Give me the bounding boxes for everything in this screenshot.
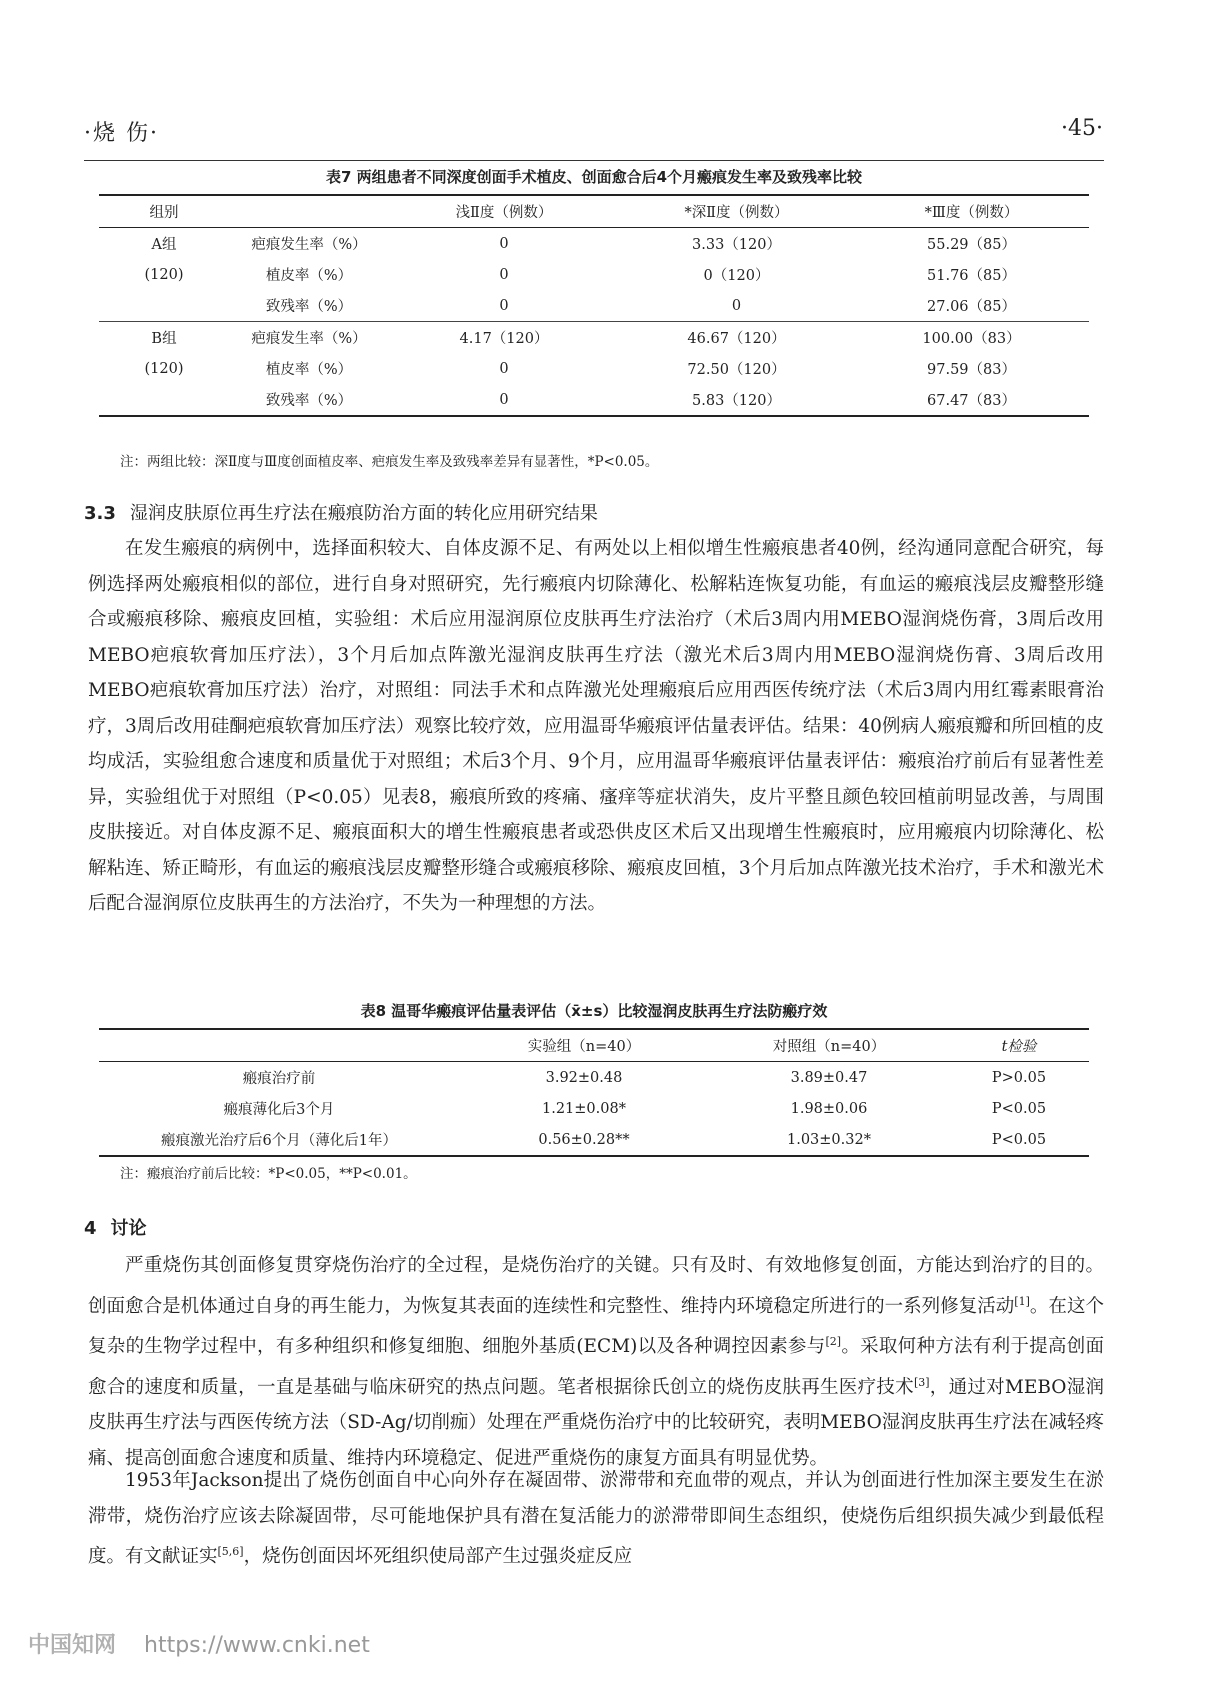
table-cell: 3.92±0.48 (545, 1069, 623, 1086)
section-number: 3.3 (84, 503, 116, 524)
table8-col-ttest: t检验 (1001, 1039, 1037, 1055)
table-cell: P<0.05 (991, 1131, 1047, 1148)
group-name: A组 (151, 237, 177, 253)
group-count: (120) (144, 266, 184, 283)
table-cell: 0 (499, 360, 509, 377)
table-cell: 0 (499, 235, 509, 252)
table-cell: P<0.05 (991, 1100, 1047, 1117)
table-cell: 4.17（120） (459, 331, 549, 347)
table7-col-deep2: *深Ⅱ度（例数） (684, 205, 789, 221)
table7-col-shallow2: 浅Ⅱ度（例数） (455, 205, 553, 221)
table8 (99, 1028, 1089, 1157)
table-row (99, 1062, 1089, 1094)
table-row (99, 259, 1089, 290)
table-row (99, 384, 1089, 416)
table-row (99, 322, 1089, 354)
text-run: ，通过对MEBO湿润皮肤再生疗法与西医传统方法（SD-Ag/切削痂）处理在严重烧伤治疗中的比较研究，表明MEBO湿润皮肤再生疗法在减轻疼痛、提高创面愈合速度和质量、维持内环境稳定、促进严重烧伤的康复方面具有明显优势。 (88, 1376, 1104, 1469)
table-row (99, 290, 1089, 322)
table-cell: 3.89±0.47 (790, 1069, 868, 1086)
metric-label: 致残率（%） (265, 393, 353, 409)
group-count: (120) (144, 360, 184, 377)
table-row (99, 1093, 1089, 1124)
table-cell: 51.76（85） (927, 268, 1016, 284)
table8-col-control: 对照组（n=40） (772, 1039, 886, 1055)
cnki-brand: 中国知网 (28, 1633, 117, 1658)
section-title: 讨论 (110, 1218, 147, 1239)
text-run: 严重烧伤其创面修复贯穿烧伤治疗的全过程，是烧伤治疗的关键。只有及时、有效地修复创面，方能达到治疗的目的。创面愈合是机体通过自身的再生能力，为恢复其表面的连续性和完整性、维持内环境稳定所进行的一系列修复活动 (88, 1255, 1104, 1317)
table-cell: 46.67（120） (687, 331, 786, 347)
section-title: 湿润皮肤原位再生疗法在瘢痕防治方面的转化应用研究结果 (129, 503, 598, 524)
table-cell: 100.00（83） (922, 331, 1021, 347)
table-cell: 55.29（85） (927, 237, 1016, 253)
table-cell: 0 (499, 391, 509, 408)
table-cell: P>0.05 (991, 1069, 1047, 1086)
section-number: 4 (84, 1218, 97, 1239)
header-rule (84, 160, 1104, 161)
table7-header-row (99, 195, 1089, 228)
citation-ref[interactable]: [1] (1014, 1294, 1030, 1308)
table7-col-third: *Ⅲ度（例数） (924, 205, 1019, 221)
running-header-journal: ·烧 伤· (84, 121, 159, 146)
table7-note: 注：两组比较：深Ⅱ度与Ⅲ度创面植皮率、疤痕发生率及致残率差异有显著性，*P<0.05。 (120, 454, 659, 470)
table-row (99, 1124, 1089, 1156)
page-number: ·45· (1061, 116, 1103, 141)
table-cell: 1.21±0.08* (542, 1100, 626, 1117)
table8-caption: 表8 温哥华瘢痕评估量表评估（x̄±s）比较湿润皮肤再生疗法防瘢疗效 (360, 1002, 828, 1020)
text-run: 。采取何种方法有利于提高创面愈合的速度和质量，一直是基础与临床研究的热点问题。笔者根据徐氏创立的烧伤皮肤再生医疗技术 (88, 1336, 1104, 1398)
table-row (99, 353, 1089, 384)
table-cell: 3.33（120） (692, 237, 781, 253)
metric-label: 植皮率（%） (265, 268, 353, 284)
table-cell: 0（120） (703, 268, 770, 284)
row-label: 瘢痕激光治疗后6个月（薄化后1年） (161, 1133, 397, 1149)
table-cell: 0 (499, 266, 509, 283)
table-cell: 67.47（83） (927, 393, 1016, 409)
metric-label: 疤痕发生率（%） (251, 331, 367, 347)
table-cell: 97.59（83） (927, 362, 1016, 378)
table-cell: 0 (731, 297, 742, 314)
discussion-paragraph-2 (88, 1463, 1104, 1575)
metric-label: 疤痕发生率（%） (251, 237, 367, 253)
citation-ref[interactable]: [3] (913, 1375, 930, 1389)
table8-header-row (99, 1029, 1089, 1062)
citation-ref[interactable]: [2] (825, 1335, 842, 1349)
metric-label: 致残率（%） (265, 299, 353, 315)
section-3-3-paragraph: 在发生瘢痕的病例中，选择面积较大、自体皮源不足、有两处以上相似增生性瘢痕患者40例，经沟通同意配合研究，每例选择两处瘢痕相似的部位，进行自身对照研究，先行瘢痕内切除薄化、松解粘连恢复功能，有血运的瘢痕浅层皮瓣整形缝合或瘢痕移除、瘢痕皮回植，实验组：术后应用湿润原位皮肤再生疗法治疗（术后3周内用MEBO湿润烧伤膏，3周后改用MEBO疤痕软膏加压疗法），3个月后加点阵激光湿润皮肤再生疗法（激光术后3周内用MEBO湿润烧伤膏、3周后改用MEBO疤痕软膏加压疗法）治疗，对照组：同法手术和点阵激光处理瘢痕后应用西医传统疗法（术后3周内用红霉素眼膏治疗，3周后改用硅酮疤痕软膏加压疗法）观察比较疗效，应用温哥华瘢痕评估量表评估。结果：40例病人瘢痕瓣和所回植的皮均成活，实验组愈合速度和质量优于对照组；术后3个月、9个月，应用温哥华瘢痕评估量表评估：瘢痕治疗前后有显著性差异，实验组优于对照组（P<0.05）见表8，瘢痕所致的疼痛、瘙痒等症状消失，皮片平整且颜色较回植前明显改善，与周围皮肤接近。对自体皮源不足、瘢痕面积大的增生性瘢痕患者或恐供皮区术后又出现增生性瘢痕时，应用瘢痕内切除薄化、松解粘连、矫正畸形，有血运的瘢痕浅层皮瓣整形缝合或瘢痕移除、瘢痕皮回植，3个月后加点阵激光技术治疗，手术和激光术后配合湿润原位皮肤再生的方法治疗，不失为一种理想的方法。 (88, 538, 1104, 914)
table-cell: 5.83（120） (692, 393, 781, 409)
table7-col-group: 组别 (149, 205, 179, 221)
text-run: 。在这个复杂的生物学过程中，有多种组织和修复细胞、细胞外基质(ECM)以及各种调控因素参与 (88, 1295, 1104, 1358)
table7 (99, 194, 1089, 417)
table-cell: 1.03±0.32* (787, 1131, 871, 1148)
table-cell: 27.06（85） (927, 299, 1016, 315)
row-label: 瘢痕治疗前 (242, 1071, 316, 1087)
table7-caption: 表7 两组患者不同深度创面手术植皮、创面愈合后4个月瘢痕发生率及致残率比较 (325, 168, 863, 186)
text-run: 1953年Jackson提出了烧伤创面自中心向外存在凝固带、淤滞带和充血带的观点，并认为创面进行性加深主要发生在淤滞带，烧伤治疗应该去除凝固带，尽可能地保护具有潜在复活能力的淤滞带即间生态组织，使烧伤后组织损失减少到最低程度。有文献证实 (88, 1470, 1104, 1568)
table-cell: 0.56±0.28** (538, 1131, 630, 1148)
table8-note: 注：瘢痕治疗前后比较：*P<0.05，**P<0.01。 (120, 1166, 417, 1182)
text-run: ，烧伤创面因坏死组织使局部产生过强炎症反应 (243, 1546, 633, 1568)
section-3-3-heading (84, 499, 598, 525)
row-label: 瘢痕薄化后3个月 (223, 1102, 335, 1118)
table8-col-experimental: 实验组（n=40） (527, 1039, 641, 1055)
metric-label: 植皮率（%） (265, 362, 353, 378)
table-cell: 72.50（120） (687, 362, 786, 378)
watermark-footer (28, 1628, 370, 1659)
cnki-url[interactable]: https://www.cnki.net (144, 1633, 370, 1658)
citation-ref[interactable]: [5,6] (217, 1545, 244, 1558)
table-cell: 1.98±0.06 (790, 1100, 868, 1117)
table-row (99, 228, 1089, 260)
table-cell: 0 (499, 297, 509, 314)
discussion-paragraph-1 (88, 1248, 1104, 1476)
table8-col-blank (99, 1029, 459, 1062)
section-4-heading (84, 1214, 161, 1240)
group-name: B组 (151, 331, 177, 347)
